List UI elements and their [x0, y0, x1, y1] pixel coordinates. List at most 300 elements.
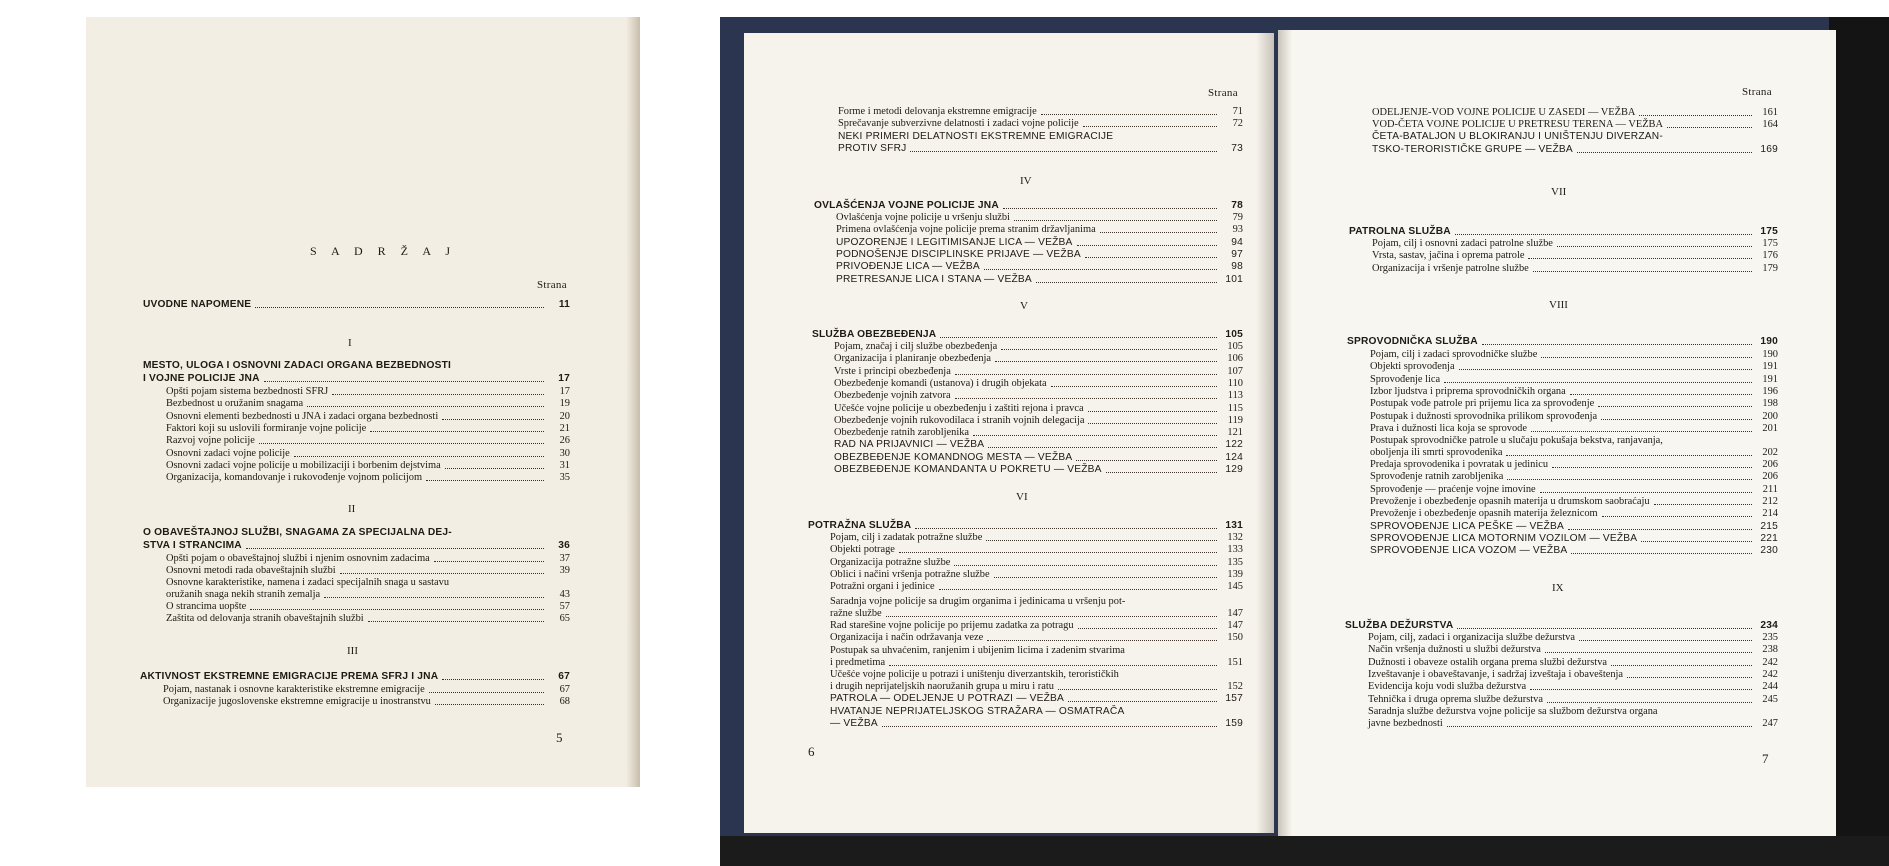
- toc-entry-page: 176: [1762, 250, 1778, 262]
- toc-entry-page: 26: [559, 435, 570, 447]
- toc-entry: [1370, 508, 1778, 520]
- toc-entry-title: Organizacije jugoslovenske ekstremne emigracije u inostranstvu: [163, 696, 431, 708]
- dot-leader: [442, 419, 544, 420]
- toc-entry-page: 244: [1762, 681, 1778, 693]
- toc-entry: [1368, 718, 1778, 730]
- contents-title: S A D R Ž A J: [310, 244, 457, 258]
- dot-leader: [1570, 394, 1752, 395]
- toc-entry: [1368, 644, 1778, 656]
- toc-entry-page: 36: [558, 540, 570, 551]
- toc-entry: [830, 557, 1243, 569]
- toc-entry-title: PATROLNA SLUŽBA: [1349, 226, 1451, 237]
- toc-entry-page: 73: [1231, 143, 1243, 154]
- toc-entry: [143, 540, 570, 552]
- toc-section-title: O OBAVEŠTAJNOJ SLUŽBI, SNAGAMA ZA SPECIJALNA DEJ-: [143, 527, 452, 538]
- toc-entry-title: Pojam, cilj i osnovni zadaci patrolne službe: [1372, 238, 1553, 249]
- toc-entry-title: SLUŽBA OBEZBEĐENJA: [812, 329, 937, 340]
- section-numeral: IX: [1552, 582, 1564, 594]
- toc-entry-title: Potražni organi i jedinice: [830, 581, 935, 593]
- toc-entry-page: 175: [1762, 238, 1778, 249]
- toc-entry: [1368, 657, 1778, 669]
- dot-leader: [940, 337, 1217, 338]
- toc-entry-page: 151: [1227, 657, 1243, 668]
- dot-leader: [426, 480, 544, 481]
- toc-entry-title: Objekti potrage: [830, 544, 895, 556]
- toc-entry-title: Način vršenja dužnosti u službi dežurstva: [1368, 644, 1541, 656]
- toc-entry: [166, 460, 570, 472]
- toc-entry-title: Tehnička i druga oprema službe dežurstva: [1368, 693, 1543, 705]
- toc-entry-title: Objekti sprovođenja: [1370, 361, 1455, 373]
- dot-leader: [324, 597, 544, 598]
- toc-entry-title: Prevoženje i obezbeđenje opasnih materija železnicom: [1370, 508, 1598, 520]
- toc-entry-title: PROTIV SFRJ: [838, 143, 907, 154]
- toc-entry: [143, 299, 570, 311]
- toc-entry-title: Faktori koji su uslovili formiranje vojne policije: [166, 422, 367, 434]
- dot-leader: [1058, 689, 1217, 690]
- dot-leader: [255, 307, 544, 308]
- toc-entry: [166, 423, 570, 435]
- book-edge-shadow: [1829, 17, 1889, 866]
- toc-entry-page: 106: [1227, 353, 1243, 365]
- toc-entry-line: Osnovne karakteristike, namena i zadaci specijalnih snaga u sastavu: [166, 577, 450, 588]
- toc-entry-page: 97: [1231, 248, 1243, 260]
- toc-entry-title: OVLAŠĆENJA VOJNE POLICIJE JNA: [814, 200, 999, 211]
- toc-entry: [1370, 411, 1778, 423]
- dot-leader: [1579, 640, 1752, 641]
- dot-leader: [1076, 460, 1217, 461]
- toc-entry-page: 206: [1762, 471, 1778, 483]
- toc-entry-page: 190: [1760, 336, 1778, 347]
- dot-leader: [1444, 382, 1752, 383]
- toc-entry-title: Prevoženje i obezbeđenje opasnih materija u drumskom saobraćaju: [1370, 495, 1650, 507]
- dot-leader: [250, 609, 544, 610]
- toc-entry-page: 17: [558, 373, 570, 384]
- toc-entry-title: OBEZBEĐENJE KOMANDNOG MESTA — VEŽBA: [834, 451, 1073, 463]
- toc-entry: [143, 373, 570, 385]
- toc-entry: [140, 671, 570, 683]
- toc-entry: [1372, 263, 1778, 275]
- dot-leader: [899, 552, 1217, 553]
- toc-entry-page: 133: [1227, 544, 1243, 556]
- dot-leader: [882, 726, 1217, 727]
- toc-entry-line: Učešće vojne policije u potrazi i uništenju diverzantskih, terorističkih: [830, 669, 1119, 680]
- toc-entry: [1370, 398, 1778, 410]
- toc-entry-page: 242: [1762, 656, 1778, 668]
- dot-leader: [1051, 386, 1217, 387]
- dot-leader: [1447, 726, 1752, 727]
- dot-leader: [1507, 479, 1752, 480]
- toc-entry-page: 43: [559, 589, 570, 600]
- toc-entry-page: 78: [1231, 200, 1243, 211]
- dot-leader: [1036, 282, 1217, 283]
- dot-leader: [1078, 628, 1217, 629]
- toc-entry-title: Opšti pojam sistema bezbednosti SFRJ: [166, 386, 329, 397]
- toc-entry-title: javne bezbednosti: [1368, 718, 1443, 729]
- toc-entry-title: Pojam, nastanak i osnovne karakteristike ekstremne emigracije: [163, 684, 425, 695]
- toc-entry-page: 39: [559, 565, 570, 577]
- toc-entry-page: 119: [1227, 414, 1243, 426]
- toc-entry-title: — VEŽBA: [830, 718, 878, 729]
- dot-leader: [1014, 220, 1217, 221]
- toc-entry: [1370, 361, 1778, 373]
- toc-entry: [1372, 107, 1778, 119]
- dot-leader: [340, 573, 544, 574]
- toc-entry-page: 11: [558, 299, 570, 310]
- toc-entry-title: Pojam, cilj, zadaci i organizacija službe dežurstva: [1368, 632, 1575, 643]
- dot-leader: [1085, 257, 1217, 258]
- toc-entry-page: 191: [1762, 361, 1778, 373]
- toc-entry: [1370, 447, 1778, 459]
- toc-entry-page: 20: [559, 410, 570, 422]
- toc-entry-page: 57: [559, 601, 570, 612]
- toc-entry-title: Organizacija, komandovanje i rukovođenje vojnom policijom: [166, 472, 423, 484]
- dot-leader: [1667, 127, 1752, 128]
- dot-leader: [1077, 245, 1217, 246]
- dot-leader: [259, 443, 544, 444]
- toc-entry: [166, 472, 570, 484]
- dot-leader: [915, 528, 1217, 529]
- toc-entry: [1370, 349, 1778, 361]
- toc-entry-page: 67: [559, 684, 570, 695]
- toc-entry: [1370, 459, 1778, 471]
- toc-entry-line: Postupak sprovodničke patrole u slučaju pokušaja bekstva, ranjavanja,: [1370, 435, 1663, 446]
- toc-entry-title: Organizacija i način održavanja veze: [830, 632, 984, 644]
- toc-entry: [1370, 386, 1778, 398]
- toc-entry-title: Obezbeđenje ratnih zarobljenika: [834, 427, 970, 439]
- toc-entry-title: Zaštita od delovanja stranih obaveštajnih službi: [166, 613, 364, 625]
- toc-entry-page: 191: [1762, 373, 1778, 385]
- dot-leader: [986, 540, 1217, 541]
- toc-entry-page: 157: [1225, 693, 1243, 704]
- dot-leader: [1654, 504, 1752, 505]
- toc-entry-title: Sprovođenje lica: [1370, 373, 1441, 385]
- toc-entry-title: Dužnosti i obaveze ostalih organa prema službi dežurstva: [1368, 656, 1608, 668]
- toc-entry-title: Forme i metodi delovanja ekstremne emigracije: [838, 106, 1037, 117]
- toc-entry-page: 179: [1762, 262, 1778, 274]
- toc-entry-title: Prava i dužnosti lica koja se sprovode: [1370, 422, 1527, 434]
- dot-leader: [1088, 411, 1217, 412]
- toc-entry-line: Saradnja vojne policije sa drugim organima i jedinicama u vršenju pot-: [830, 596, 1126, 607]
- dot-leader: [987, 640, 1217, 641]
- dot-leader: [1540, 492, 1752, 493]
- toc-entry: [834, 390, 1243, 402]
- toc-entry: [838, 106, 1243, 118]
- dot-leader: [1627, 677, 1752, 678]
- toc-entry-title: ODELJENJE-VOD VOJNE POLICIJE U ZASEDI — VEŽBA: [1372, 107, 1636, 118]
- toc-entry-page: 238: [1762, 644, 1778, 656]
- dot-leader: [332, 394, 544, 395]
- dot-leader: [1541, 357, 1752, 358]
- toc-entry-title: SPROVOĐENJE LICA VOZOM — VEŽBA: [1370, 545, 1568, 557]
- toc-entry: [836, 261, 1243, 273]
- toc-entry-page: 113: [1227, 390, 1243, 402]
- toc-entry: [166, 435, 570, 447]
- toc-entry-page: 212: [1762, 495, 1778, 507]
- dot-leader: [954, 565, 1217, 566]
- toc-entry-page: 211: [1762, 483, 1778, 495]
- toc-entry-page: 201: [1762, 422, 1778, 434]
- toc-entry: [834, 415, 1243, 427]
- toc-entry: [1370, 471, 1778, 483]
- toc-entry-title: Osnovni elementi bezbednosti u JNA i zadaci organa bezbednosti: [166, 410, 439, 422]
- toc-entry-page: 67: [558, 671, 570, 682]
- toc-entry: [1372, 250, 1778, 262]
- toc-entry-title: PRIVOĐENJE LICA — VEŽBA: [836, 261, 980, 273]
- toc-entry-title: RAD NA PRIJAVNICI — VEŽBA: [834, 439, 985, 451]
- toc-entry: [166, 411, 570, 423]
- toc-entry: [834, 366, 1243, 378]
- toc-entry-title: AKTIVNOST EKSTREMNE EMIGRACIJE PREMA SFRJ I JNA: [140, 671, 439, 682]
- dot-leader: [1577, 152, 1752, 153]
- toc-entry: [166, 386, 570, 398]
- dot-leader: [1106, 472, 1217, 473]
- toc-entry: [1368, 669, 1778, 681]
- toc-entry-page: 234: [1760, 620, 1778, 631]
- dot-leader: [994, 577, 1217, 578]
- toc-entry: [808, 520, 1243, 532]
- toc-entry: [1370, 374, 1778, 386]
- dot-leader: [1571, 553, 1752, 554]
- dot-leader: [1459, 369, 1752, 370]
- toc-entry-title: SLUŽBA DEŽURSTVA: [1345, 620, 1454, 631]
- toc-entry: [1345, 620, 1778, 632]
- toc-entry-line: HVATANJE NEPRIJATELJSKOG STRAŽARA — OSMATRAČA: [830, 706, 1125, 717]
- toc-entry-page: 35: [559, 472, 570, 484]
- dot-leader: [1598, 406, 1752, 407]
- toc-entry: [830, 632, 1243, 644]
- toc-entry-title: Osnovni zadaci vojne policije u mobilizaciji i borbenim dejstvima: [166, 459, 441, 471]
- toc-entry: [830, 569, 1243, 581]
- dot-leader: [889, 665, 1217, 666]
- toc-entry-page: 65: [559, 613, 570, 625]
- toc-entry: [1370, 521, 1778, 533]
- toc-entry-title: Osnovni zadaci vojne policije: [166, 447, 290, 459]
- toc-section-title: MESTO, ULOGA I OSNOVNI ZADACI ORGANA BEZBEDNOSTI: [143, 360, 452, 371]
- dot-leader: [1641, 541, 1752, 542]
- dot-leader: [984, 269, 1217, 270]
- toc-entry-page: 37: [559, 553, 570, 564]
- toc-entry-page: 101: [1225, 273, 1243, 285]
- toc-entry-title: Primena ovlašćenja vojne policije prema stranim državljanima: [836, 224, 1096, 236]
- dot-leader: [246, 548, 544, 549]
- toc-entry-title: i predmetima: [830, 657, 886, 668]
- toc-entry-title: SPROVODNIČKA SLUŽBA: [1347, 336, 1478, 347]
- toc-entry-title: SPROVOĐENJE LICA MOTORNIM VOZILOM — VEŽBA: [1370, 532, 1638, 544]
- toc-entry-page: 21: [559, 422, 570, 434]
- dot-leader: [1100, 232, 1217, 233]
- toc-entry: [163, 696, 570, 708]
- toc-entry: [830, 544, 1243, 556]
- toc-entry: [166, 565, 570, 577]
- toc-section-title: ČETA-BATALJON U BLOKIRANJU I UNIŠTENJU DIVERZAN-: [1372, 131, 1663, 142]
- toc-entry-page: 110: [1227, 377, 1243, 389]
- dot-leader: [368, 621, 544, 622]
- toc-entry: [166, 553, 570, 565]
- toc-entry-page: 31: [559, 459, 570, 471]
- dot-leader: [1530, 689, 1752, 690]
- dot-leader: [294, 456, 544, 457]
- dot-leader: [307, 406, 544, 407]
- toc-entry: [1372, 238, 1778, 250]
- toc-entry-page: 131: [1225, 520, 1243, 531]
- toc-entry-title: Vrsta, sastav, jačina i oprema patrole: [1372, 250, 1525, 262]
- toc-entry-title: ražne službe: [830, 608, 882, 619]
- section-numeral: VIII: [1549, 299, 1568, 311]
- toc-entry-title: Razvoj vojne policije: [166, 435, 255, 447]
- toc-entry: [838, 143, 1243, 155]
- toc-entry-page: 129: [1225, 464, 1243, 475]
- toc-entry-title: Pojam, cilj i zadaci sprovodničke službe: [1370, 349, 1538, 360]
- page-number: 5: [556, 730, 563, 745]
- toc-entry-title: Pojam, cilj i zadatak potražne službe: [830, 532, 983, 543]
- toc-entry-title: Oblici i načini vršenja potražne službe: [830, 568, 990, 580]
- toc-entry: [1368, 694, 1778, 706]
- toc-entry-page: 190: [1762, 349, 1778, 360]
- toc-entry: [1368, 632, 1778, 644]
- toc-entry-page: 159: [1225, 718, 1243, 729]
- dot-leader: [1611, 665, 1752, 666]
- toc-entry-page: 79: [1232, 212, 1243, 223]
- dot-leader: [1547, 702, 1752, 703]
- dot-leader: [1088, 423, 1217, 424]
- page-number: 6: [808, 744, 815, 759]
- toc-entry: [166, 601, 570, 613]
- toc-entry-page: 247: [1762, 718, 1778, 729]
- toc-entry-title: STVA I STRANCIMA: [143, 540, 242, 551]
- section-numeral: V: [1020, 300, 1028, 312]
- toc-entry-page: 200: [1762, 410, 1778, 422]
- toc-entry-page: 206: [1762, 459, 1778, 470]
- toc-entry-page: 215: [1760, 520, 1778, 532]
- dot-leader: [1639, 115, 1752, 116]
- toc-entry-page: 198: [1762, 398, 1778, 410]
- toc-entry-page: 202: [1762, 447, 1778, 458]
- toc-entry: [1370, 484, 1778, 496]
- toc-entry-page: 164: [1762, 119, 1778, 131]
- toc-entry-title: oružanih snaga nekih stranih zemalja: [166, 589, 321, 600]
- dot-leader: [886, 616, 1217, 617]
- dot-leader: [445, 468, 544, 469]
- book-bottom-shadow: [720, 836, 1889, 866]
- toc-entry-title: Organizacija potražne službe: [830, 556, 951, 568]
- toc-entry: [163, 684, 570, 696]
- toc-entry: [166, 398, 570, 410]
- toc-entry: [836, 237, 1243, 249]
- dot-leader: [1001, 349, 1217, 350]
- toc-entry-title: Evidencija koju vodi služba dežurstva: [1368, 681, 1527, 693]
- toc-entry-title: Postupak vođe patrole pri prijemu lica za sprovođenje: [1370, 398, 1595, 410]
- dot-leader: [1003, 208, 1217, 209]
- toc-entry: [1372, 119, 1778, 131]
- dot-leader: [1457, 628, 1752, 629]
- toc-entry-title: O strancima uopšte: [166, 601, 247, 612]
- toc-entry-title: Obezbeđenje vojnih zatvora: [834, 390, 951, 402]
- toc-entry-title: Osnovni metodi rada obaveštajnih službi: [166, 565, 336, 577]
- dot-leader: [973, 435, 1217, 436]
- toc-entry-title: OBEZBEĐENJE KOMANDANTA U POKRETU — VEŽBA: [834, 464, 1102, 475]
- dot-leader: [955, 374, 1217, 375]
- toc-entry-page: 93: [1232, 224, 1243, 236]
- toc-entry: [1347, 336, 1778, 348]
- toc-entry: [166, 613, 570, 625]
- toc-entry-title: PATROLA — ODELJENJE U POTRAZI — VEŽBA: [830, 693, 1065, 704]
- toc-entry: [830, 693, 1243, 705]
- toc-entry: [834, 403, 1243, 415]
- toc-entry: [836, 212, 1243, 224]
- toc-entry-page: 105: [1227, 341, 1243, 352]
- section-numeral: III: [347, 645, 358, 657]
- toc-entry-title: SPROVOĐENJE LICA PEŠKE — VEŽBA: [1370, 520, 1564, 532]
- toc-entry: [1349, 226, 1778, 238]
- strana-label: Strana: [1742, 86, 1772, 98]
- toc-entry-page: 152: [1227, 681, 1243, 692]
- toc-entry-title: Ovlašćenja vojne policije u vršenju službi: [836, 212, 1010, 223]
- toc-entry-page: 17: [559, 386, 570, 397]
- toc-entry-page: 242: [1762, 668, 1778, 680]
- toc-entry-page: 221: [1760, 532, 1778, 544]
- toc-entry-page: 30: [559, 447, 570, 459]
- toc-entry: [830, 620, 1243, 632]
- toc-entry: [834, 452, 1243, 464]
- toc-entry: [830, 681, 1243, 693]
- toc-entry-title: Učešće vojne policije u obezbeđenju i zaštiti rejona i pravca: [834, 402, 1084, 414]
- toc-entry-page: 68: [559, 696, 570, 708]
- toc-entry-page: 196: [1762, 385, 1778, 397]
- toc-entry-page: 121: [1227, 427, 1243, 439]
- toc-entry: [812, 329, 1243, 341]
- toc-entry-page: 161: [1762, 107, 1778, 118]
- dot-leader: [442, 679, 544, 680]
- toc-entry-title: Sprovođenje ratnih zarobljenika: [1370, 471, 1504, 483]
- dot-leader: [1602, 516, 1752, 517]
- toc-entry: [830, 581, 1243, 593]
- toc-entry: [1370, 545, 1778, 557]
- toc-entry-page: 169: [1760, 144, 1778, 155]
- toc-entry-page: 175: [1760, 226, 1778, 237]
- toc-entry: [1372, 144, 1778, 156]
- toc-entry: [834, 439, 1243, 451]
- toc-entry-page: 115: [1227, 402, 1243, 414]
- dot-leader: [995, 361, 1217, 362]
- toc-entry-title: PRETRESANJE LICA I STANA — VEŽBA: [836, 273, 1032, 285]
- toc-entry-title: Predaja sprovodenika i povratak u jedinicu: [1370, 459, 1549, 470]
- dot-leader: [1601, 419, 1752, 420]
- toc-entry-page: 135: [1227, 556, 1243, 568]
- toc-entry: [830, 608, 1243, 620]
- toc-entry: [814, 200, 1243, 212]
- toc-entry-title: Sprovođenje — praćenje vojne imovine: [1370, 483, 1536, 495]
- dot-leader: [1531, 431, 1752, 432]
- toc-entry-title: Opšti pojam o obaveštajnoj službi i njenim osnovnim zadacima: [166, 553, 430, 564]
- dot-leader: [1545, 652, 1752, 653]
- dot-leader: [429, 692, 544, 693]
- dot-leader: [435, 704, 544, 705]
- toc-entry-page: 122: [1225, 439, 1243, 451]
- toc-entry: [830, 532, 1243, 544]
- toc-entry: [1370, 496, 1778, 508]
- section-numeral: I: [348, 337, 352, 349]
- section-numeral: IV: [1020, 175, 1032, 187]
- strana-label: Strana: [1208, 87, 1238, 99]
- dot-leader: [1552, 467, 1752, 468]
- toc-entry-page: 19: [559, 398, 570, 410]
- toc-entry-page: 71: [1232, 106, 1243, 117]
- dot-leader: [370, 431, 544, 432]
- dot-leader: [939, 589, 1217, 590]
- dot-leader: [1083, 126, 1217, 127]
- dot-leader: [910, 151, 1217, 152]
- dot-leader: [1506, 455, 1752, 456]
